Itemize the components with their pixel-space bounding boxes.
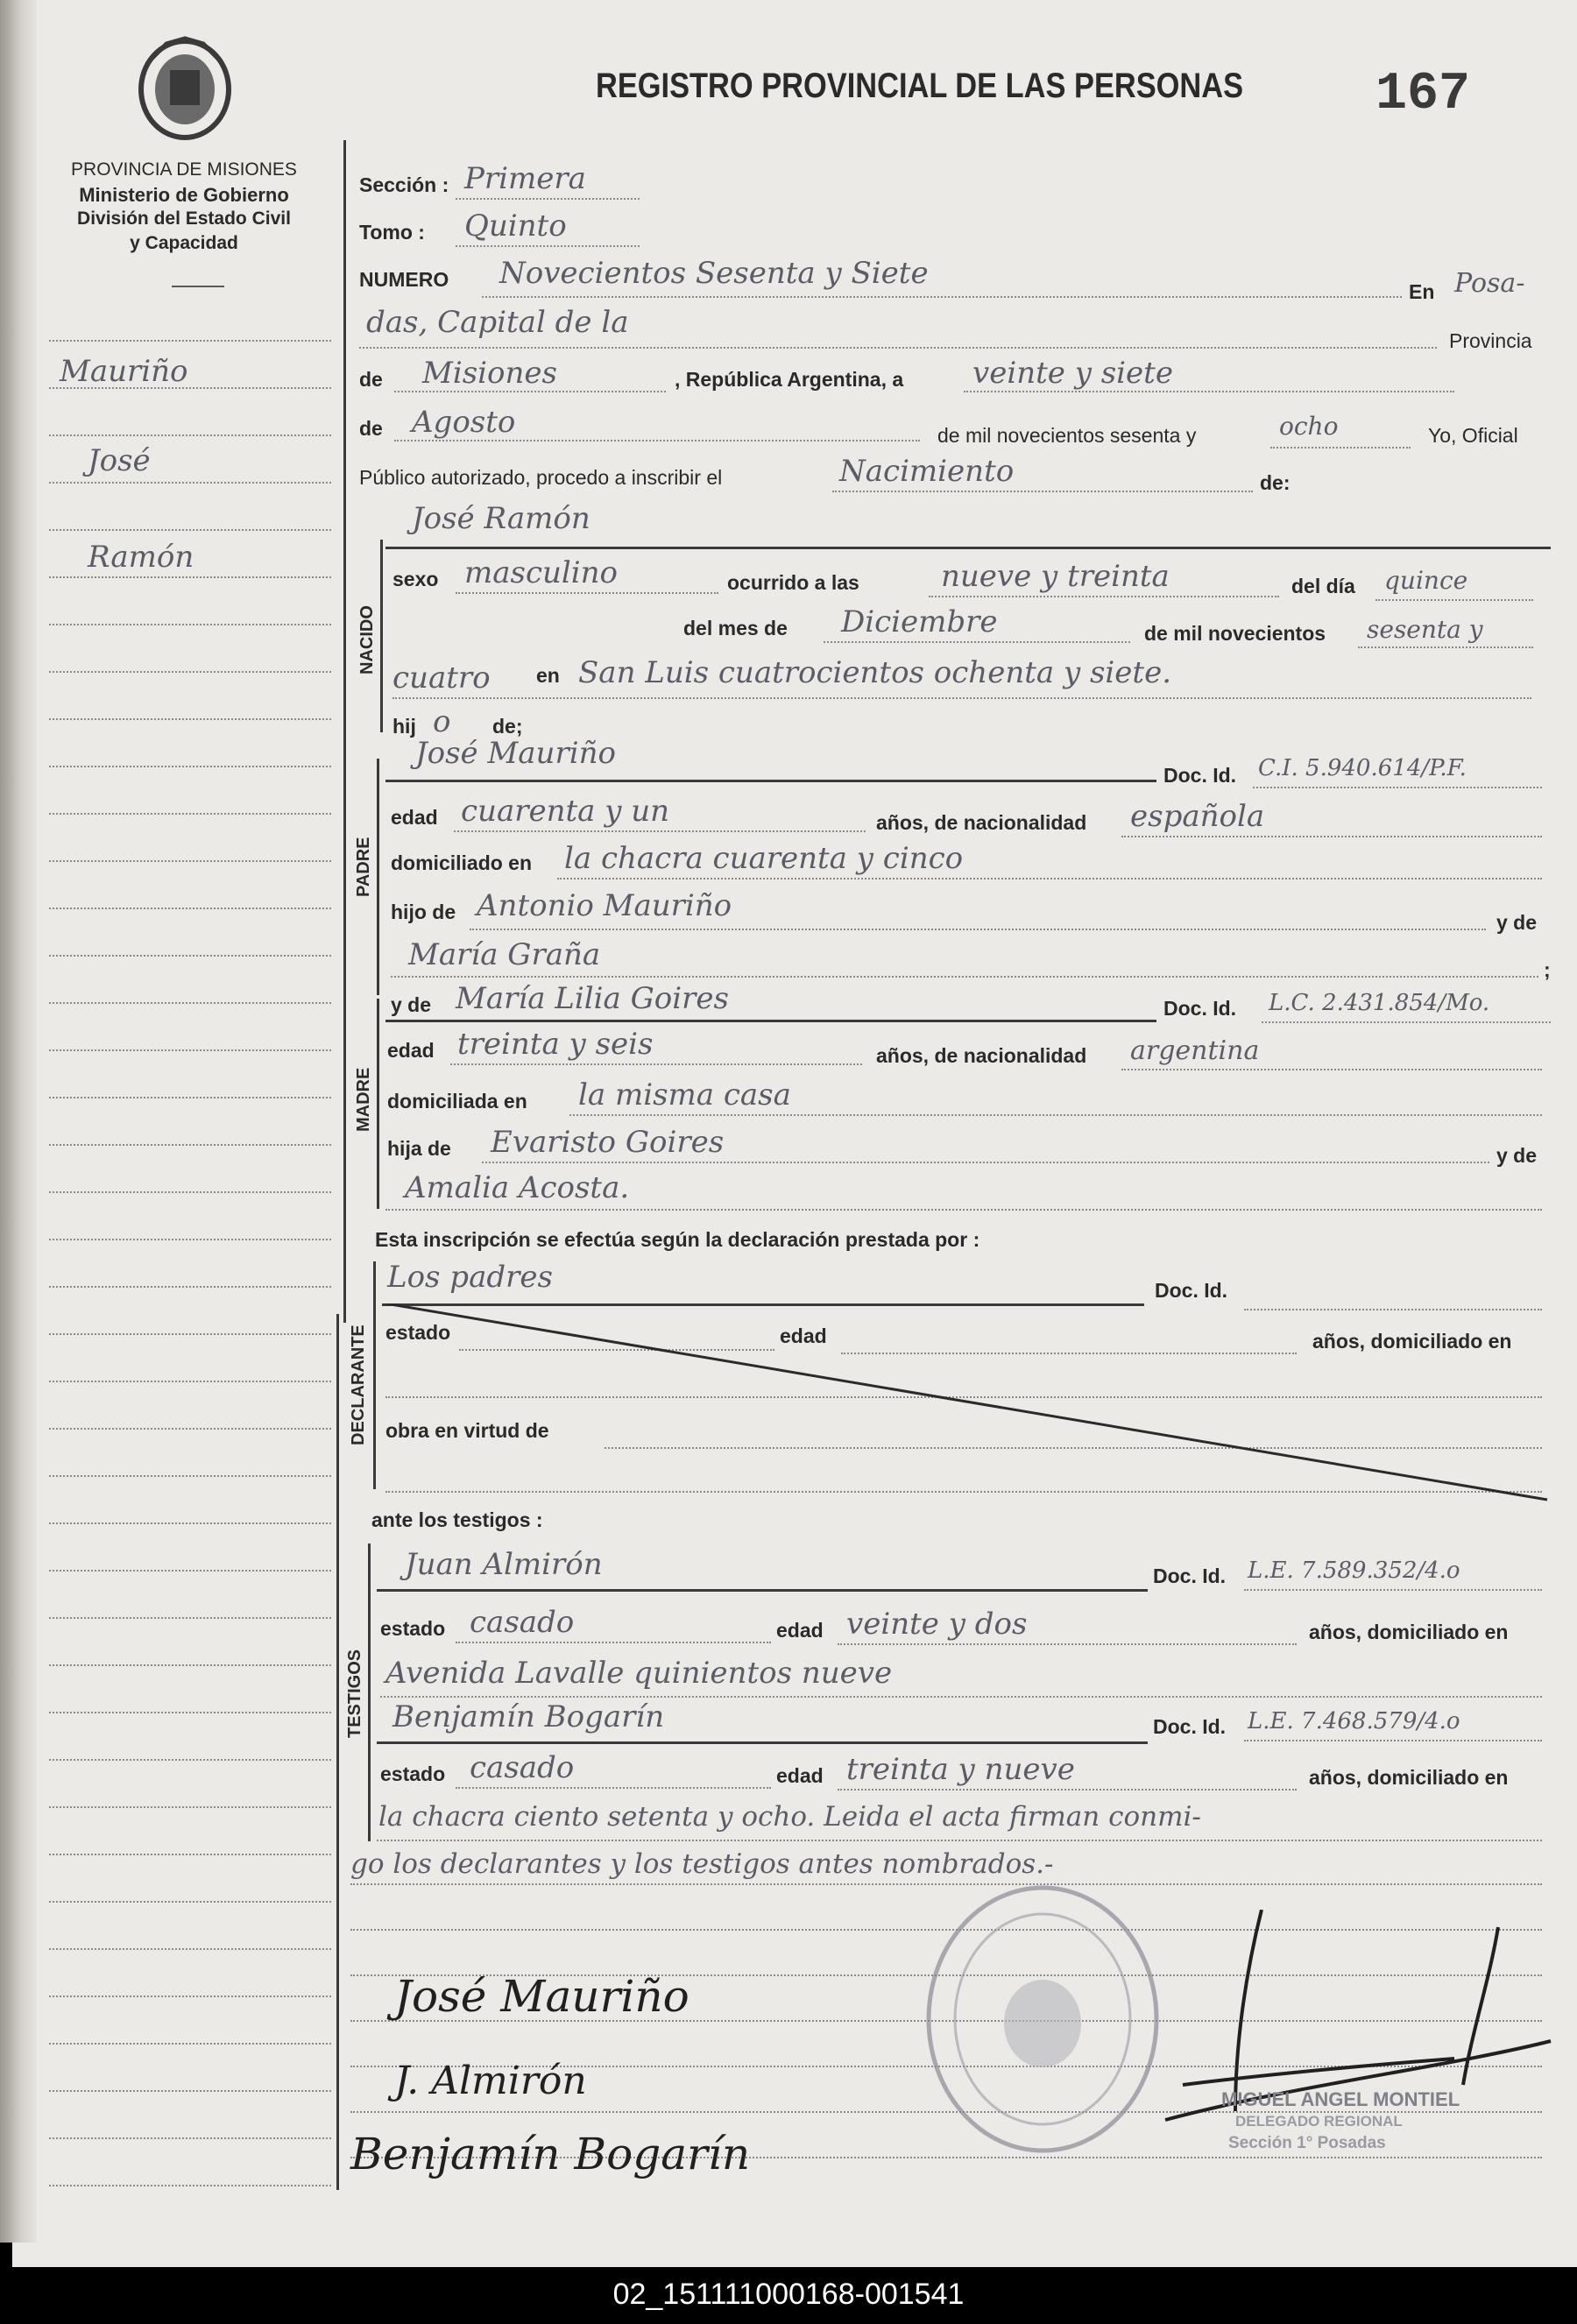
margin-rule [49, 1428, 331, 1430]
padre-dom-label: domiciliado en [391, 851, 533, 874]
birthplace-line [392, 697, 1531, 699]
margin-given-name-2: Ramón [88, 540, 194, 575]
margin-rule [49, 955, 331, 957]
madre-y-de-label: y de [391, 993, 432, 1016]
day-value: veinte y siete [972, 356, 1173, 391]
sexo-label: sexo [392, 568, 439, 590]
nacido-mil-label: de mil novecientos [1144, 622, 1326, 645]
declarante-section-label: DECLARANTE [349, 1324, 368, 1445]
madre-edad-value: treinta y seis [457, 1027, 654, 1062]
madre-edad-label: edad [387, 1039, 435, 1062]
witness2-dom-value: la chacra ciento setenta y ocho. Leida el acta firman conmi- [378, 1801, 1201, 1833]
margin-rule [49, 1097, 331, 1098]
numero-label: NUMERO [359, 268, 449, 291]
padre-hijo-label: hijo de [391, 901, 456, 923]
witness1-anos-label: años, domiciliado en [1309, 1621, 1509, 1643]
witness1-doc-value: L.E. 7.589.352/4.o [1248, 1558, 1460, 1584]
en-value: Posa- [1454, 268, 1525, 299]
padre-edad-line [454, 830, 866, 832]
margin-rule [49, 2043, 331, 2045]
numero-line [482, 296, 1402, 298]
witness1-edad-line [838, 1643, 1297, 1645]
margin-rule [49, 434, 331, 436]
tomo-value: Quinto [464, 208, 567, 244]
padre-nac-label: años, de nacionalidad [876, 811, 1087, 834]
declarante-intro: Esta inscripción se efectúa según la declaración prestada por : [375, 1228, 980, 1251]
madre-nac-label: años, de nacionalidad [876, 1044, 1087, 1067]
padre-father-line [470, 929, 1486, 930]
tomo-label: Tomo : [359, 221, 425, 244]
official-name: MIGUEL ANGEL MONTIEL [1221, 2088, 1460, 2110]
madre-nac-line [1121, 1069, 1542, 1070]
province-line [394, 391, 666, 392]
margin-rule [49, 576, 331, 578]
margin-rule [49, 813, 331, 815]
margin-rule [49, 1759, 331, 1761]
witness2-edad-value: treinta y nueve [846, 1752, 1075, 1787]
margin-rule [49, 1144, 331, 1146]
witness1-estado-label: estado [380, 1617, 446, 1640]
padre-dom-line [557, 878, 1542, 879]
nacido-bracket [380, 540, 383, 732]
padre-y-de-label: y de [1496, 911, 1538, 934]
madre-y-de-label-2: y de [1496, 1144, 1538, 1167]
signature-jose-maurino: José Mauriño [394, 1971, 689, 2022]
margin-rule [49, 1475, 331, 1477]
madre-dom-line [569, 1114, 1542, 1116]
birthplace-value: San Luis cuatrocientos ochenta y siete. [578, 655, 1172, 690]
sexo-value: masculino [464, 555, 619, 590]
nacido-name-line [385, 547, 1551, 549]
margin-rule [49, 1617, 331, 1619]
margin-rule [49, 2137, 331, 2139]
madre-section-label: MADRE [354, 1067, 373, 1132]
margin-rule [49, 2090, 331, 2092]
ocurrido-label: ocurrido a las [727, 571, 859, 594]
margin-rule [49, 860, 331, 862]
margin-rule [49, 671, 331, 673]
witness2-anos-label: años, domiciliado en [1309, 1766, 1509, 1789]
madre-hija-label: hija de [387, 1137, 451, 1160]
official-title: DELEGADO REGIONAL [1235, 2113, 1403, 2130]
office-province: PROVINCIA DE MISIONES [71, 159, 297, 180]
padre-edad-label: edad [391, 806, 438, 829]
witness1-name: Juan Almirón [405, 1547, 603, 1582]
mil-label: de mil novecientos sesenta y [937, 424, 1197, 447]
witness2-name-line [377, 1741, 1148, 1744]
witness1-dom-line [380, 1696, 1542, 1698]
margin-rule [49, 1191, 331, 1193]
padre-semicolon: ; [1544, 958, 1551, 981]
city-line [359, 347, 1437, 349]
office-ministry: Ministerio de Gobierno [79, 184, 289, 206]
republica-label: , República Argentina, a [675, 368, 904, 391]
city-value: das, Capital de la [366, 305, 629, 340]
witness2-doc-label: Doc. Id. [1153, 1715, 1227, 1738]
margin-rule [49, 1996, 331, 1997]
nacido-year-line [1358, 646, 1533, 648]
margin-rule [49, 1239, 331, 1240]
de-colon: de: [1260, 471, 1291, 494]
numero-value: Novecientos Sesenta y Siete [499, 256, 929, 291]
hij-value: o [433, 704, 451, 739]
province-value: Misiones [422, 356, 557, 391]
declarante-strike-line [385, 1303, 1551, 1505]
witness2-name: Benjamín Bogarín [392, 1699, 665, 1734]
madre-name: María Lilia Goires [456, 981, 729, 1016]
margin-rule [49, 529, 331, 531]
padre-doc-label: Doc. Id. [1163, 764, 1237, 787]
padre-doc-line [1253, 787, 1542, 788]
year-value: ocho [1279, 412, 1339, 441]
witness2-doc-value: L.E. 7.468.579/4.o [1248, 1708, 1460, 1734]
mes-label: del mes de [683, 617, 788, 639]
madre-doc-line [1262, 1021, 1551, 1023]
margin-rule [49, 340, 331, 342]
tomo-line [456, 245, 640, 247]
witness2-estado-value: casado [470, 1750, 575, 1785]
del-dia-label: del día [1291, 575, 1355, 597]
main-vertical-rule [343, 140, 346, 1323]
sexo-line [456, 592, 718, 594]
nacido-section-label: NACIDO [357, 605, 377, 675]
witness1-dom-value: Avenida Lavalle quinientos nueve [385, 1656, 893, 1691]
margin-rule [49, 1286, 331, 1288]
seccion-value: Primera [464, 161, 586, 196]
madre-name-line [385, 1020, 1156, 1022]
nacido-year-value-2: cuatro [392, 660, 491, 696]
hour-value: nueve y treinta [941, 559, 1170, 594]
padre-nac-line [1121, 836, 1542, 837]
official-section: Sección 1° Posadas [1228, 2134, 1386, 2152]
madre-mother-line [385, 1209, 1542, 1211]
month-value: Agosto [412, 405, 516, 440]
month-line [394, 440, 920, 441]
signature-bogarin: Benjamín Bogarín [350, 2129, 751, 2179]
madre-dom-label: domiciliada en [387, 1090, 527, 1113]
nacido-month-value: Diciembre [841, 604, 998, 639]
declarante-name: Los padres [387, 1260, 553, 1295]
margin-rule [49, 1522, 331, 1524]
closing-text: go los declarantes y los testigos antes nombrados.- [350, 1848, 1054, 1880]
nacido-day-value: quince [1384, 566, 1468, 595]
provincia-label: Provincia [1449, 329, 1532, 352]
page-binding-edge [0, 0, 37, 2243]
declarante-doc-label: Doc. Id. [1155, 1279, 1228, 1302]
madre-father-line [482, 1162, 1489, 1163]
witness1-estado-value: casado [470, 1605, 575, 1640]
coat-of-arms-icon [131, 35, 238, 149]
margin-rule [49, 1002, 331, 1004]
madre-edad-line [450, 1063, 862, 1065]
year-line [1270, 447, 1411, 449]
padre-father-value: Antonio Mauriño [477, 888, 732, 923]
margin-rule [49, 1049, 331, 1051]
padre-nac-value: española [1130, 799, 1265, 834]
nacido-name: José Ramón [412, 501, 590, 536]
hij-label: hij [392, 715, 416, 738]
margin-rule [49, 624, 331, 625]
padre-mother-line [391, 976, 1538, 978]
oficial-label: Yo, Oficial [1428, 424, 1518, 447]
en-label: En [1409, 280, 1435, 303]
declarante-edad-label: edad [780, 1324, 827, 1347]
de-label: de [359, 368, 383, 391]
madre-doc-label: Doc. Id. [1163, 997, 1237, 1020]
document-code: 02_151111000168-001541 [612, 2278, 965, 2311]
margin-rule [49, 908, 331, 909]
margin-surname: Mauriño [60, 354, 188, 389]
witness1-edad-label: edad [776, 1619, 824, 1642]
witness1-edad-value: veinte y dos [846, 1607, 1028, 1642]
madre-doc-value: L.C. 2.431.854/Mo. [1269, 990, 1490, 1016]
witness1-doc-label: Doc. Id. [1153, 1565, 1227, 1587]
testigos-intro: ante los testigos : [371, 1508, 543, 1531]
page-title: REGISTRO PROVINCIAL DE LAS PERSONAS [596, 67, 1244, 105]
margin-rule [49, 1570, 331, 1572]
nacido-year-value: sesenta y [1367, 615, 1483, 644]
padre-mother-value: María Graña [408, 937, 601, 972]
margin-rule [49, 1381, 331, 1382]
day-line [964, 391, 1454, 392]
declarante-anos-label: años, domiciliado en [1312, 1330, 1512, 1353]
page-number: 167 [1375, 65, 1471, 124]
witness1-doc-line [1244, 1589, 1542, 1591]
main-vertical-rule-lower [336, 1314, 339, 2190]
nacido-day-line [1375, 599, 1533, 601]
margin-rule [49, 766, 331, 767]
de-label-2: de [359, 417, 383, 440]
madre-nac-value: argentina [1130, 1035, 1260, 1066]
office-divider [172, 286, 224, 287]
act-value: Nacimiento [839, 454, 1015, 489]
office-capacity: y Capacidad [130, 233, 238, 253]
margin-rule [49, 1948, 331, 1950]
madre-father-value: Evaristo Goires [491, 1125, 725, 1160]
nacido-en-label: en [536, 664, 560, 687]
margin-rule [49, 718, 331, 720]
publico-label: Público autorizado, procedo a inscribir el [359, 466, 723, 489]
padre-doc-value: C.I. 5.940.614/P.F. [1258, 755, 1467, 781]
declarante-bracket [373, 1261, 376, 1489]
declarante-estado-label: estado [385, 1321, 451, 1344]
witness1-estado-line [456, 1642, 771, 1643]
witness2-edad-label: edad [776, 1764, 824, 1787]
seccion-label: Sección : [359, 173, 449, 196]
margin-rule [49, 1333, 331, 1335]
nacido-de-label: de; [492, 715, 523, 738]
testigos-bracket [368, 1543, 371, 1841]
margin-rule [49, 1712, 331, 1713]
witness2-dom-line [377, 1840, 1542, 1841]
padre-dom-value: la chacra cuarenta y cinco [564, 841, 964, 876]
declarante-obra-label: obra en virtud de [385, 1419, 549, 1442]
margin-rule [49, 1901, 331, 1903]
hour-line [929, 596, 1279, 597]
signature-almiron: J. Almirón [394, 2059, 587, 2103]
madre-mother-value: Amalia Acosta. [405, 1170, 630, 1205]
witness2-estado-line [456, 1787, 771, 1789]
witness2-estado-label: estado [380, 1762, 446, 1785]
padre-section-label: PADRE [354, 837, 373, 897]
office-division: División del Estado Civil [77, 208, 291, 229]
seccion-line [456, 198, 640, 200]
padre-bracket [377, 759, 379, 995]
testigos-section-label: TESTIGOS [345, 1649, 364, 1738]
madre-dom-value: la misma casa [578, 1077, 791, 1113]
margin-rule [49, 2185, 331, 2186]
margin-rule [49, 482, 331, 484]
witness2-doc-line [1244, 1740, 1542, 1741]
margin-rule [49, 1806, 331, 1808]
padre-name-line [385, 780, 1156, 782]
nacido-month-line [824, 641, 1130, 643]
margin-given-name-1: José [88, 443, 151, 478]
margin-rule [49, 1854, 331, 1855]
witness2-edad-line [838, 1789, 1297, 1791]
witness1-name-line [377, 1589, 1148, 1592]
padre-edad-value: cuarenta y un [461, 794, 670, 829]
padre-name: José Mauriño [415, 736, 616, 771]
madre-bracket [377, 999, 379, 1209]
margin-rule [49, 1664, 331, 1666]
act-line [832, 491, 1253, 492]
